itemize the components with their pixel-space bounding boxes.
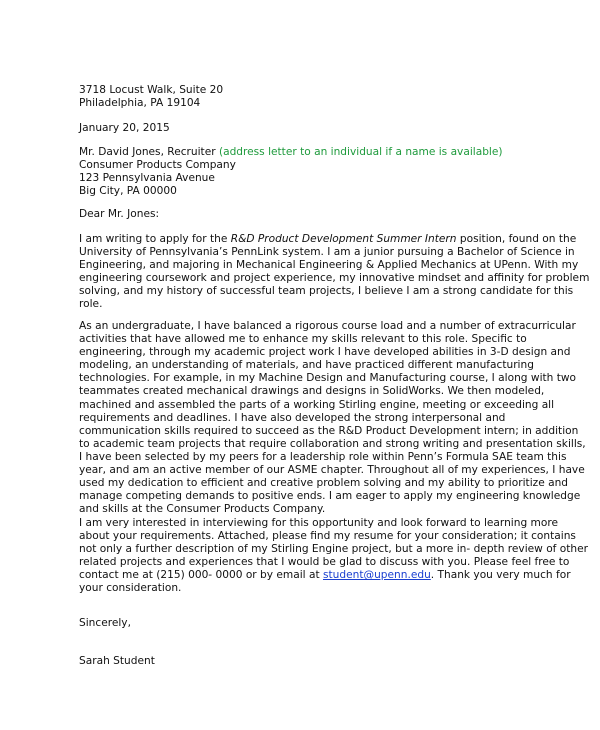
paragraph-line: engineering, through my academic project work I have developed abilities in 3-D design and xyxy=(79,346,571,359)
closing-text: Sincerely, xyxy=(79,617,131,629)
paragraph-line: modeling, an understanding of materials, and have practiced different manufacturing xyxy=(79,359,534,372)
recipient-name-line xyxy=(79,146,599,159)
paragraph-line xyxy=(79,569,599,582)
paragraph-closing xyxy=(79,517,599,596)
paragraph-line: activities that have allowed me to enhance my skills relevant to this role. Specific to xyxy=(79,333,527,346)
paragraph-line: engineering coursework and project experience, my innovative mindset and affinity for problem xyxy=(79,272,590,285)
letter-date xyxy=(79,122,599,135)
paragraph-line: requirements and deadlines. I have also developed the strong interpersonal and xyxy=(79,411,506,424)
paragraph-line: your consideration. xyxy=(79,582,182,595)
paragraph-line: Engineering, and majoring in Mechanical Engineering & Applied Mechanics at UPenn. With my xyxy=(79,259,579,272)
paragraph-line xyxy=(79,233,599,246)
paragraph-line: communication skills required to succeed as the R&D Product Development intern; in addition xyxy=(79,424,579,437)
paragraph-line: role. xyxy=(79,298,103,311)
text-run: contact me at (215) 000- 0000 or by email at xyxy=(79,569,323,582)
paragraph-line: year, and am an active member of our ASME chapter. Throughout all of my experiences, I have xyxy=(79,464,585,477)
salutation xyxy=(79,208,599,221)
closing xyxy=(79,617,599,630)
paragraph-intro xyxy=(79,233,599,312)
paragraph-line: used my dedication to efficient and creative problem solving and my ability to prioritize and xyxy=(79,477,569,490)
recipient-street: 123 Pennsylvania Avenue xyxy=(79,172,215,185)
paragraph-line: about your requirements. Attached, please find my resume for your consideration; it contains xyxy=(79,530,576,543)
paragraph-line: University of Pennsylvania’s PennLink system. I am a junior pursuing a Bachelor of Science in xyxy=(79,246,575,259)
text-run: I am writing to apply for the xyxy=(79,233,231,245)
paragraph-line: As an undergraduate, I have balanced a rigorous course load and a number of extracurricular xyxy=(79,320,576,332)
paragraph-line: to academic team projects that require collaboration and strong writing and presentation skills, xyxy=(79,437,586,450)
date-text: January 20, 2015 xyxy=(79,122,170,134)
paragraph-line: technologies. For example, in my Machine Design and Manufacturing course, I along with two xyxy=(79,372,577,385)
recipient-company: Consumer Products Company xyxy=(79,159,236,172)
text-run: position, found on the xyxy=(456,233,577,245)
recipient-address xyxy=(79,146,599,198)
sender-address-line: Philadelphia, PA 19104 xyxy=(79,97,201,110)
signature xyxy=(79,655,599,668)
sender-address-line: 3718 Locust Walk, Suite 20 xyxy=(79,84,224,96)
email-link[interactable]: student@upenn.edu xyxy=(322,569,431,582)
sender-address xyxy=(79,84,599,110)
paragraph-line: I am very interested in interviewing for this opportunity and look forward to learning more xyxy=(79,517,558,529)
salutation-text: Dear Mr. Jones: xyxy=(79,208,160,220)
paragraph-experience xyxy=(79,320,599,516)
signature-name: Sarah Student xyxy=(79,655,155,667)
position-title: R&D Product Development Summer Intern xyxy=(230,233,457,245)
recipient-note: (address letter to an individual if a name is available) xyxy=(215,146,503,158)
paragraph-line: machined and assembled the parts of a working Stirling engine, meeting or exceeding all xyxy=(79,398,555,411)
paragraph-line: teammates created mechanical drawings and designs in SolidWorks. We then modeled, xyxy=(79,385,545,398)
paragraph-line: manage competing demands to positive ends. I am eager to apply my engineering knowledge xyxy=(79,490,581,503)
recipient-city: Big City, PA 00000 xyxy=(79,185,177,198)
text-run: . Thank you very much for xyxy=(430,569,571,582)
paragraph-line: not only a further description of my Stirling Engine project, but a more in- depth review of other xyxy=(79,543,588,556)
paragraph-line: I have been selected by my peers for a leadership role within Penn’s Formula SAE team this xyxy=(79,450,567,463)
paragraph-line: solving, and my history of successful team projects, I believe I am a strong candidate for this xyxy=(79,285,574,298)
paragraph-line: and skills at the Consumer Products Company. xyxy=(79,503,326,516)
recipient-name: Mr. David Jones, Recruiter xyxy=(79,146,216,158)
paragraph-line: related projects and experiences that I would be glad to discuss with you. Please feel free to xyxy=(79,556,570,569)
